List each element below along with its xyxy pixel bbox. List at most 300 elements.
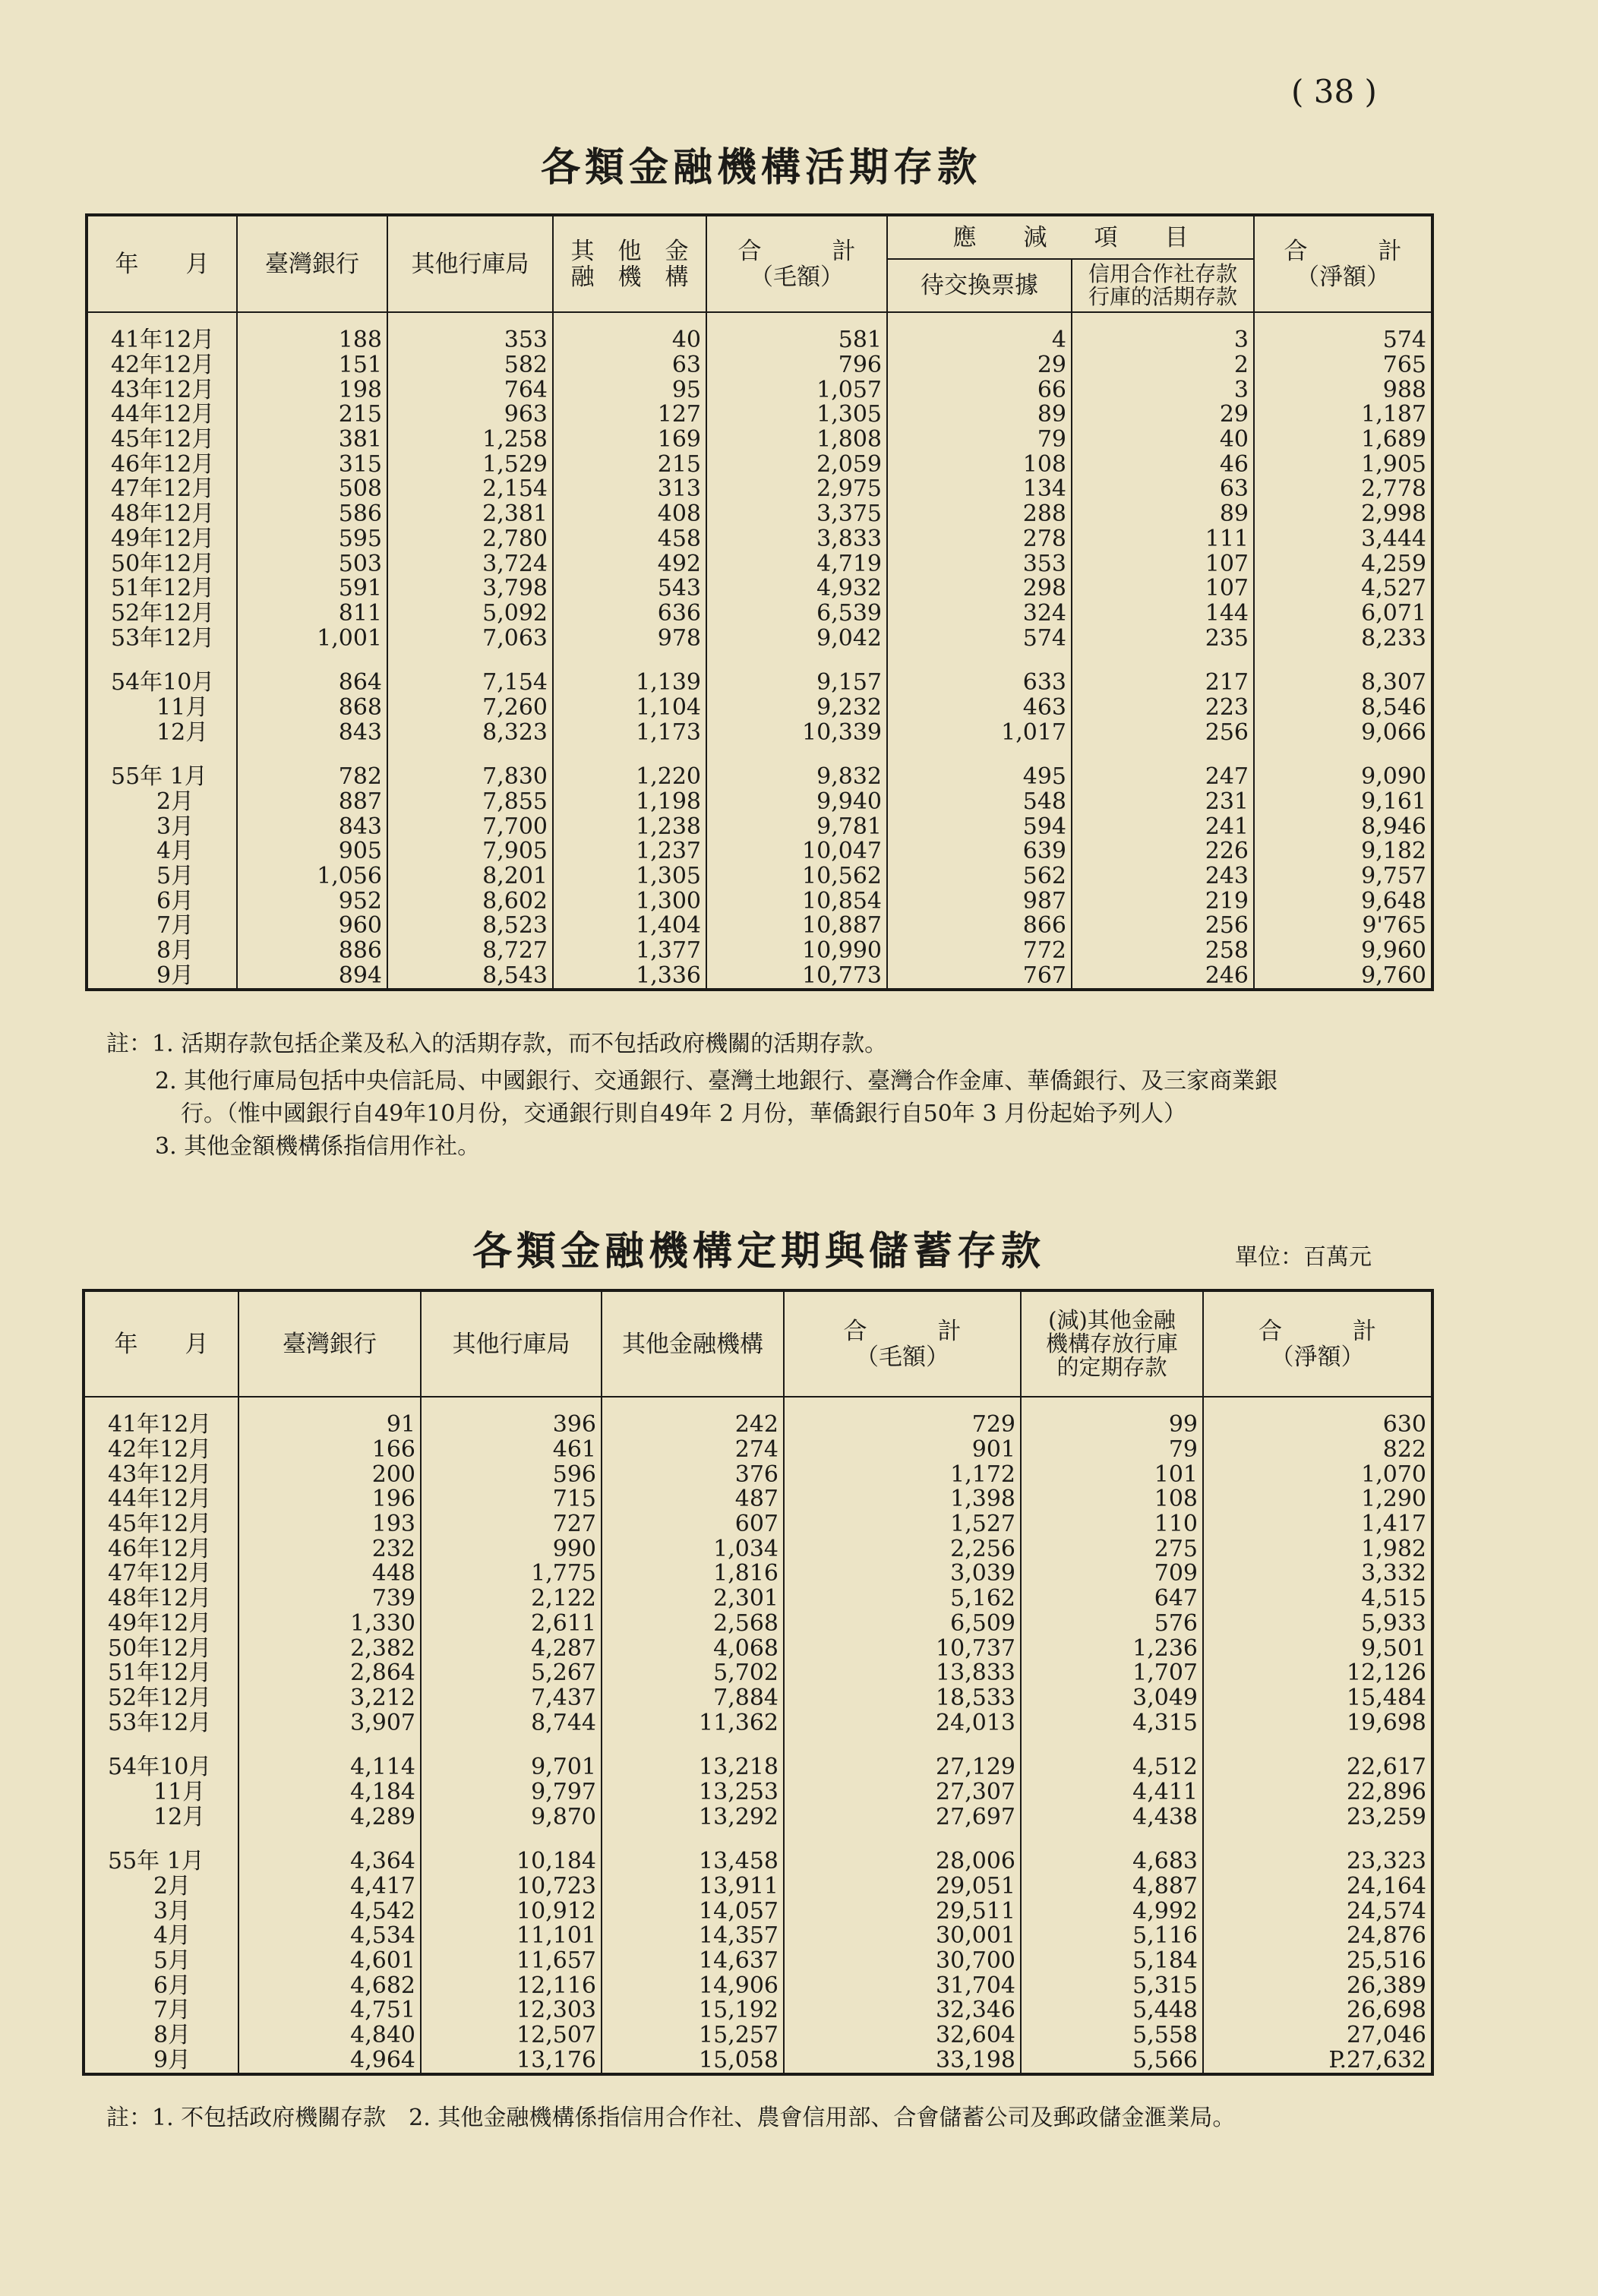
table-row — [87, 576, 1432, 602]
table-cell: 1,689 — [1254, 428, 1432, 453]
col-header-bank-of-taiwan: 臺灣銀行 — [238, 1290, 421, 1397]
table-cell: 1,417 — [1203, 1512, 1432, 1537]
table-cell: 1,775 — [421, 1562, 602, 1587]
table-cell: 29,511 — [784, 1899, 1021, 1924]
table-cell: 12,507 — [421, 2023, 602, 2048]
table-row — [84, 1636, 1432, 1661]
table-cell: 278 — [887, 527, 1072, 552]
table-cell: 31,704 — [784, 1973, 1021, 1998]
table-cell: 46 — [1072, 452, 1254, 477]
group-spacer-row — [84, 1830, 1432, 1849]
table-cell: 4,184 — [238, 1780, 421, 1805]
table-cell: 3 — [1072, 328, 1254, 353]
row-label: 2月 — [87, 790, 237, 815]
table-cell: 15,484 — [1203, 1686, 1432, 1711]
table-cell: 14,357 — [602, 1924, 784, 1949]
table-cell: 4,411 — [1021, 1780, 1203, 1805]
table-cell: 8,201 — [387, 864, 553, 889]
table-cell: 9,760 — [1254, 964, 1432, 990]
table-cell: 33,198 — [784, 2048, 1021, 2075]
table-cell: 108 — [1021, 1487, 1203, 1512]
table-cell: 10,184 — [421, 1849, 602, 1874]
spacer-cell — [706, 312, 887, 328]
table-cell: 764 — [387, 377, 553, 403]
table-cell: 4,512 — [1021, 1755, 1203, 1780]
table-cell: 1,198 — [553, 790, 706, 815]
table-cell: 4,315 — [1021, 1710, 1203, 1735]
table-cell: 7,154 — [387, 671, 553, 696]
table-cell: 9,701 — [421, 1755, 602, 1780]
table-cell: 574 — [1254, 328, 1432, 353]
table-cell: 709 — [1021, 1562, 1203, 1587]
table-cell: 978 — [553, 626, 706, 651]
table-cell: 7,855 — [387, 790, 553, 815]
table-cell: 10,990 — [706, 939, 887, 964]
col-header-other-institutions: 其他金融機構 — [602, 1290, 784, 1397]
spacer-cell — [1254, 312, 1432, 328]
table-cell: 4,601 — [238, 1949, 421, 1974]
table-cell: 7,437 — [421, 1686, 602, 1711]
row-label: 54年10月 — [87, 671, 237, 696]
col-header-checks-clearing: 待交換票據 — [887, 259, 1072, 312]
table-cell: 647 — [1021, 1587, 1203, 1612]
spacer-cell — [238, 1830, 421, 1849]
table-row — [84, 1661, 1432, 1686]
table-cell: 4,289 — [238, 1805, 421, 1830]
table-cell: 408 — [553, 502, 706, 527]
table-cell: 396 — [421, 1413, 602, 1438]
table-row — [87, 765, 1432, 790]
table-cell: 582 — [387, 353, 553, 378]
row-label: 11月 — [87, 696, 237, 721]
spacer-cell — [387, 745, 553, 765]
table-cell: 8,946 — [1254, 814, 1432, 839]
row-label: 48年12月 — [87, 502, 237, 527]
row-label: 49年12月 — [84, 1612, 238, 1637]
spacer-cell — [887, 651, 1072, 671]
table-cell: 324 — [887, 602, 1072, 627]
table-cell: 9'765 — [1254, 914, 1432, 939]
table-cell: 2,864 — [238, 1661, 421, 1686]
table-cell: 353 — [887, 551, 1072, 576]
table-cell: 10,912 — [421, 1899, 602, 1924]
table-cell: 22,617 — [1203, 1755, 1432, 1780]
table-cell: 495 — [887, 765, 1072, 790]
row-label: 55年 1月 — [87, 765, 237, 790]
table-cell: 111 — [1072, 527, 1254, 552]
table-cell: 151 — [237, 353, 387, 378]
row-label: 44年12月 — [84, 1487, 238, 1512]
spacer-cell — [553, 651, 706, 671]
spacer-cell — [602, 1830, 784, 1849]
table-cell: 4,287 — [421, 1636, 602, 1661]
table-cell: 9,182 — [1254, 839, 1432, 864]
table-cell: 9,501 — [1203, 1636, 1432, 1661]
table-cell: 7,260 — [387, 696, 553, 721]
table-cell: 242 — [602, 1413, 784, 1438]
table-cell: 258 — [1072, 939, 1254, 964]
table-cell: 13,458 — [602, 1849, 784, 1874]
table-cell: 2,059 — [706, 452, 887, 477]
table-cell: 215 — [553, 452, 706, 477]
table-cell: 198 — [237, 377, 387, 403]
table-cell: 1,056 — [237, 864, 387, 889]
table-cell: 27,697 — [784, 1805, 1021, 1830]
table-cell: 1,982 — [1203, 1536, 1432, 1562]
row-label: 44年12月 — [87, 403, 237, 428]
table-cell: 24,013 — [784, 1710, 1021, 1735]
col-header-gross-total: 合 計 （毛額） — [784, 1290, 1021, 1397]
table-cell: 5,116 — [1021, 1924, 1203, 1949]
spacer-cell — [602, 1397, 784, 1413]
table-cell: 14,637 — [602, 1949, 784, 1974]
table-cell: 10,723 — [421, 1874, 602, 1900]
table-cell: 9,781 — [706, 814, 887, 839]
table-row — [87, 671, 1432, 696]
table-cell: 63 — [1072, 477, 1254, 502]
table-row — [87, 864, 1432, 889]
row-label: 9月 — [84, 2048, 238, 2075]
table-cell: 1,816 — [602, 1562, 784, 1587]
table-cell: 40 — [553, 328, 706, 353]
table-row — [87, 914, 1432, 939]
table-cell: 905 — [237, 839, 387, 864]
table-cell: 1,905 — [1254, 452, 1432, 477]
table-cell: 5,702 — [602, 1661, 784, 1686]
spacer-cell — [887, 745, 1072, 765]
table-cell: 1,305 — [553, 864, 706, 889]
table-cell: 25,516 — [1203, 1949, 1432, 1974]
table-cell: 9,832 — [706, 765, 887, 790]
table-row — [84, 1710, 1432, 1735]
row-label: 50年12月 — [87, 551, 237, 576]
table-row — [87, 626, 1432, 651]
table-row — [87, 527, 1432, 552]
table-cell: 32,346 — [784, 1998, 1021, 2023]
spacer-cell — [387, 651, 553, 671]
table-cell: 13,292 — [602, 1805, 784, 1830]
table-cell: 235 — [1072, 626, 1254, 651]
row-label: 53年12月 — [84, 1710, 238, 1735]
table-cell: 886 — [237, 939, 387, 964]
col-header-less-interbank: (減)其他金融 機構存放行庫 的定期存款 — [1021, 1290, 1203, 1397]
row-label: 53年12月 — [87, 626, 237, 651]
table-cell: 2,122 — [421, 1587, 602, 1612]
table-cell: 188 — [237, 328, 387, 353]
table-cell: 26,389 — [1203, 1973, 1432, 1998]
table-row — [87, 696, 1432, 721]
table-cell: 243 — [1072, 864, 1254, 889]
table-cell: 10,773 — [706, 964, 887, 990]
spacer-cell — [421, 1735, 602, 1755]
table-cell: 715 — [421, 1487, 602, 1512]
table-cell: 99 — [1021, 1413, 1203, 1438]
table2-note: 註：1. 不包括政府機關存款 2. 其他金融機構係指信用合作社、農會信用部、合會儲蓄公司及郵政儲金滙業局。 — [106, 2105, 1236, 2131]
table-cell: 134 — [887, 477, 1072, 502]
table-cell: 1,377 — [553, 939, 706, 964]
table-cell: 11,101 — [421, 1924, 602, 1949]
table-cell: 639 — [887, 839, 1072, 864]
table-cell: 2,778 — [1254, 477, 1432, 502]
table-cell: 4,417 — [238, 1874, 421, 1900]
table-cell: 765 — [1254, 353, 1432, 378]
table-cell: 4,364 — [238, 1849, 421, 1874]
table-cell: 2,382 — [238, 1636, 421, 1661]
spacer-cell — [84, 1397, 238, 1413]
table-cell: 4,068 — [602, 1636, 784, 1661]
table-cell: 200 — [238, 1462, 421, 1487]
table-row — [87, 452, 1432, 477]
table-cell: 9,797 — [421, 1780, 602, 1805]
table-cell: 3,039 — [784, 1562, 1021, 1587]
table-cell: 13,253 — [602, 1780, 784, 1805]
table-row — [84, 1874, 1432, 1900]
row-label: 8月 — [84, 2023, 238, 2048]
row-label: 42年12月 — [87, 353, 237, 378]
table-cell: 231 — [1072, 790, 1254, 815]
row-label: 43年12月 — [87, 377, 237, 403]
row-label: 3月 — [84, 1899, 238, 1924]
page-number: ( 38 ) — [1291, 73, 1377, 110]
table-row — [87, 551, 1432, 576]
row-label: 12月 — [84, 1805, 238, 1830]
table-cell: 10,854 — [706, 889, 887, 914]
table-cell: 594 — [887, 814, 1072, 839]
table-row — [84, 1924, 1432, 1949]
table-cell: 24,876 — [1203, 1924, 1432, 1949]
table-cell: 247 — [1072, 765, 1254, 790]
table-cell: 10,887 — [706, 914, 887, 939]
table-cell: 1,034 — [602, 1536, 784, 1562]
table-cell: 27,307 — [784, 1780, 1021, 1805]
table-row — [87, 428, 1432, 453]
table-cell: 1,237 — [553, 839, 706, 864]
row-label: 5月 — [84, 1949, 238, 1974]
table-cell: 89 — [887, 403, 1072, 428]
table-cell: 91 — [238, 1413, 421, 1438]
table-cell: 503 — [237, 551, 387, 576]
table-cell: 107 — [1072, 576, 1254, 602]
spacer-cell — [1072, 312, 1254, 328]
table-cell: 4,527 — [1254, 576, 1432, 602]
table-cell: 3,798 — [387, 576, 553, 602]
table-cell: 607 — [602, 1512, 784, 1537]
table-row — [84, 1998, 1432, 2023]
table-cell: 1,258 — [387, 428, 553, 453]
table-cell: 548 — [887, 790, 1072, 815]
table-cell: 5,566 — [1021, 2048, 1203, 2075]
table-cell: 9,042 — [706, 626, 887, 651]
spacer-cell — [553, 745, 706, 765]
table-cell: 23,323 — [1203, 1849, 1432, 1874]
table-cell: P.27,632 — [1203, 2048, 1432, 2075]
table-cell: 1,104 — [553, 696, 706, 721]
table-cell: 8,727 — [387, 939, 553, 964]
table-cell: 492 — [553, 551, 706, 576]
table-row — [84, 1849, 1432, 1874]
table-cell: 101 — [1021, 1462, 1203, 1487]
table2-title: 各類金融機構定期與儲蓄存款 — [472, 1228, 1046, 1274]
table-cell: 633 — [887, 671, 1072, 696]
row-label: 47年12月 — [87, 477, 237, 502]
row-label: 46年12月 — [84, 1536, 238, 1562]
table-cell: 8,543 — [387, 964, 553, 990]
table-cell: 246 — [1072, 964, 1254, 990]
table-cell: 1,707 — [1021, 1661, 1203, 1686]
table-row — [84, 1487, 1432, 1512]
table-cell: 9,090 — [1254, 765, 1432, 790]
table-cell: 1,336 — [553, 964, 706, 990]
table-cell: 887 — [237, 790, 387, 815]
table-row — [87, 889, 1432, 914]
col-header-other-institutions: 其 他 金 融 機 構 — [553, 215, 706, 312]
row-label: 6月 — [87, 889, 237, 914]
row-label: 4月 — [87, 839, 237, 864]
table-cell: 5,162 — [784, 1587, 1021, 1612]
table-cell: 952 — [237, 889, 387, 914]
table-cell: 1,404 — [553, 914, 706, 939]
demand-deposits-table — [85, 213, 1434, 991]
table-cell: 1,300 — [553, 889, 706, 914]
row-label: 45年12月 — [84, 1512, 238, 1537]
table-cell: 3,907 — [238, 1710, 421, 1735]
spacer-cell — [84, 1735, 238, 1755]
table-cell: 461 — [421, 1438, 602, 1463]
table-row — [84, 1413, 1432, 1438]
table-cell: 8,523 — [387, 914, 553, 939]
table-cell: 166 — [238, 1438, 421, 1463]
table-cell: 193 — [238, 1512, 421, 1537]
table2-unit: 單位：百萬元 — [1235, 1244, 1372, 1271]
table-cell: 2,381 — [387, 502, 553, 527]
table-cell: 9,757 — [1254, 864, 1432, 889]
spacer-cell — [238, 1735, 421, 1755]
table-cell: 796 — [706, 353, 887, 378]
spacer-cell — [1072, 651, 1254, 671]
table-row — [87, 814, 1432, 839]
table-cell: 543 — [553, 576, 706, 602]
table-cell: 2,998 — [1254, 502, 1432, 527]
table-cell: 6,539 — [706, 602, 887, 627]
table-cell: 5,933 — [1203, 1612, 1432, 1637]
table-row — [84, 1686, 1432, 1711]
row-label: 8月 — [87, 939, 237, 964]
row-label: 11月 — [84, 1780, 238, 1805]
row-label: 41年12月 — [87, 328, 237, 353]
table-cell: 223 — [1072, 696, 1254, 721]
table-cell: 1,070 — [1203, 1462, 1432, 1487]
col-header-net-total: 合 計 （淨額） — [1203, 1290, 1432, 1397]
col-header-other-banks: 其他行庫局 — [421, 1290, 602, 1397]
table-cell: 127 — [553, 403, 706, 428]
table-cell: 256 — [1072, 914, 1254, 939]
table1-title: 各類金融機構活期存款 — [541, 144, 982, 191]
table-cell: 8,602 — [387, 889, 553, 914]
table-cell: 864 — [237, 671, 387, 696]
table-cell: 1,139 — [553, 671, 706, 696]
table-cell: 11,657 — [421, 1949, 602, 1974]
spacer-cell — [706, 651, 887, 671]
row-label: 7月 — [84, 1998, 238, 2023]
row-label: 46年12月 — [87, 452, 237, 477]
spacer-cell — [706, 745, 887, 765]
table-cell: 1,173 — [553, 720, 706, 745]
table-cell: 226 — [1072, 839, 1254, 864]
table-row — [84, 1562, 1432, 1587]
table-cell: 10,047 — [706, 839, 887, 864]
table-cell: 24,164 — [1203, 1874, 1432, 1900]
table-cell: 8,307 — [1254, 671, 1432, 696]
table-row — [84, 2048, 1432, 2075]
table-row — [87, 377, 1432, 403]
table-cell: 15,257 — [602, 2023, 784, 2048]
row-label: 52年12月 — [87, 602, 237, 627]
spacer-cell — [1254, 651, 1432, 671]
table-cell: 5,315 — [1021, 1973, 1203, 1998]
table-cell: 13,833 — [784, 1661, 1021, 1686]
table-cell: 3,833 — [706, 527, 887, 552]
table-cell: 13,176 — [421, 2048, 602, 2075]
table-cell: 219 — [1072, 889, 1254, 914]
table-cell: 9,940 — [706, 790, 887, 815]
table-cell: 866 — [887, 914, 1072, 939]
table-cell: 2,780 — [387, 527, 553, 552]
table-row — [87, 502, 1432, 527]
row-label: 2月 — [84, 1874, 238, 1900]
spacer-cell — [87, 745, 237, 765]
spacer-cell — [421, 1397, 602, 1413]
spacer-cell — [1072, 745, 1254, 765]
table-row — [87, 790, 1432, 815]
table-cell: 6,071 — [1254, 602, 1432, 627]
table-cell: 4 — [887, 328, 1072, 353]
table-cell: 4,114 — [238, 1755, 421, 1780]
col-header-year-month: 年 月 — [87, 215, 237, 312]
spacer-cell — [1254, 745, 1432, 765]
table-cell: 767 — [887, 964, 1072, 990]
table-cell: 574 — [887, 626, 1072, 651]
table-cell: 4,259 — [1254, 551, 1432, 576]
table-cell: 23,259 — [1203, 1805, 1432, 1830]
table-cell: 1,220 — [553, 765, 706, 790]
table-cell: 1,305 — [706, 403, 887, 428]
table-cell: 8,323 — [387, 720, 553, 745]
table-cell: 1,236 — [1021, 1636, 1203, 1661]
table-cell: 4,515 — [1203, 1587, 1432, 1612]
table-cell: 772 — [887, 939, 1072, 964]
table-cell: 7,063 — [387, 626, 553, 651]
spacer-cell — [421, 1830, 602, 1849]
col-header-bank-of-taiwan: 臺灣銀行 — [237, 215, 387, 312]
table-cell: 1,529 — [387, 452, 553, 477]
table-cell: 1,057 — [706, 377, 887, 403]
table-cell: 24,574 — [1203, 1899, 1432, 1924]
table-cell: 29,051 — [784, 1874, 1021, 1900]
table-cell: 4,887 — [1021, 1874, 1203, 1900]
table-cell: 27,046 — [1203, 2023, 1432, 2048]
table-cell: 9,960 — [1254, 939, 1432, 964]
table-cell: 29 — [1072, 403, 1254, 428]
row-label: 47年12月 — [84, 1562, 238, 1587]
table-cell: 894 — [237, 964, 387, 990]
table-row — [84, 1512, 1432, 1537]
table-cell: 32,604 — [784, 2023, 1021, 2048]
table-cell: 1,330 — [238, 1612, 421, 1637]
table-cell: 1,398 — [784, 1487, 1021, 1512]
table-cell: 1,017 — [887, 720, 1072, 745]
table-row — [87, 353, 1432, 378]
table-cell: 29 — [887, 353, 1072, 378]
